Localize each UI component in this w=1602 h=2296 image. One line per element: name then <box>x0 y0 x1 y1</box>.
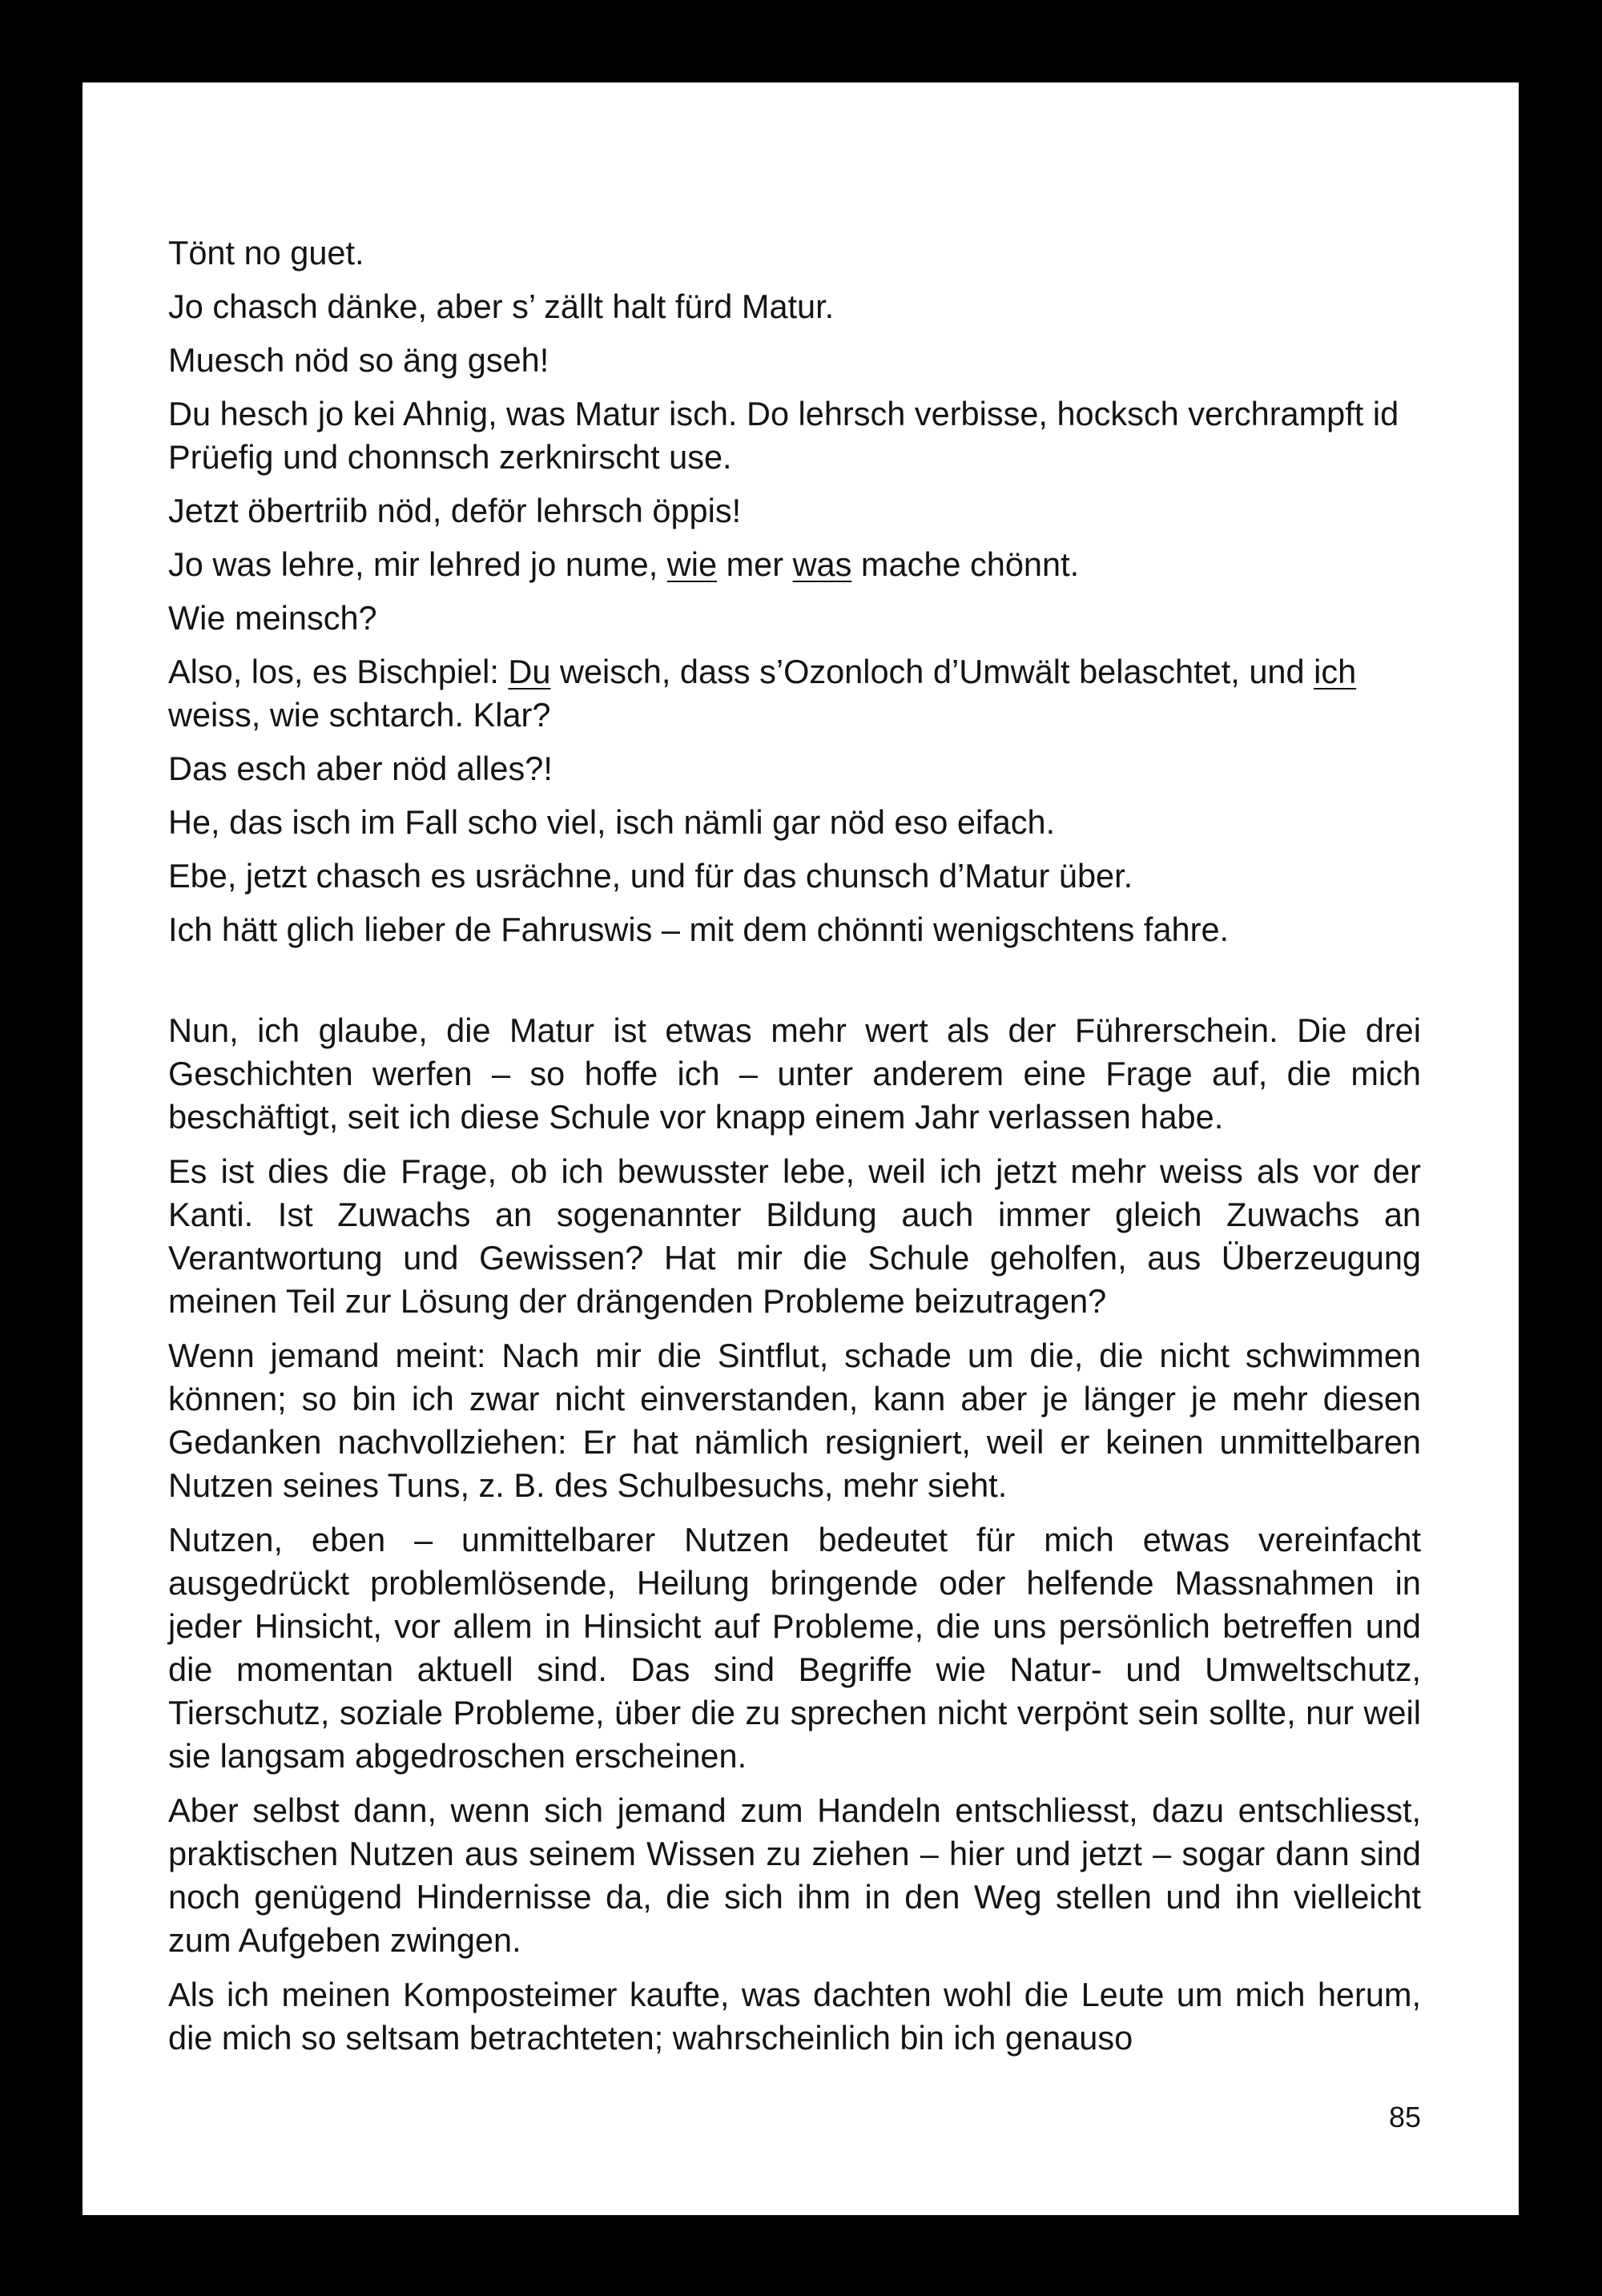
page-number: 85 <box>1388 2101 1421 2133</box>
book-page <box>83 82 1519 2215</box>
dialogue-line <box>168 650 1421 737</box>
underlined-word: ich <box>1314 653 1357 690</box>
dialogue-section <box>168 231 1421 962</box>
dialogue-line: Das esch aber nöd alles?! <box>168 750 553 787</box>
line-text: mache chönnt. <box>851 545 1080 583</box>
dialogue-line: Jo chasch dänke, aber s’ zällt halt fürd Matur. <box>168 288 835 325</box>
underlined-word: wie <box>666 545 718 583</box>
dialogue-line: Jetzt öbertriib nöd, deför lehrsch öppis! <box>168 492 742 529</box>
dialogue-line: Ebe, jetzt chasch es usrächne, und für das chunsch d’Matur über. <box>168 857 1133 895</box>
line-text: weiss, wie schtarch. Klar? <box>168 696 551 734</box>
dialogue-line: Du hesch jo kei Ahnig, was Matur isch. Do lehrsch verbisse, hocksch verchrampft id Prüefig und chonnsch zerknirscht use. <box>168 395 1399 476</box>
essay-paragraph: Als ich meinen Komposteimer kaufte, was dachten wohl die Leute um mich herum, die mich so seltsam betrachteten; wahrscheinlich bin ich genauso <box>168 1976 1421 2057</box>
dialogue-line <box>168 543 1421 586</box>
essay-paragraph: Aber selbst dann, wenn sich jemand zum Handeln entschliesst, dazu entschliesst, praktischen Nutzen aus seinem Wissen zu ziehen – hier und jetzt – sogar dann sind noch genügend Hindernisse da, die sich ihm in den Weg stellen und ihn vielleicht zum Aufgeben zwingen. <box>168 1791 1421 1959</box>
underlined-word: Du <box>508 653 551 690</box>
underlined-word: was <box>792 545 852 583</box>
dialogue-line: Wie meinsch? <box>168 599 377 637</box>
essay-paragraph: Nun, ich glaube, die Matur ist etwas mehr wert als der Führerschein. Die drei Geschichten werfen – so hoffe ich – unter anderem eine Frage auf, die mich beschäftigt, seit ich diese Schule vor knapp einem Jahr verlassen habe. <box>168 1011 1421 1136</box>
essay-paragraph: Es ist dies die Frage, ob ich bewusster lebe, weil ich jetzt mehr weiss als vor der Kanti. Ist Zuwachs an sogenannter Bildung auch immer gleich Zuwachs an Verantwortung und Gewissen? Hat mir die Schule geholfen, aus Überzeugung meinen Teil zur Lösung der drängenden Probleme beizutragen? <box>168 1152 1421 1320</box>
line-text: Also, los, es Bischpiel: <box>168 653 509 690</box>
essay-section <box>168 1009 1421 2071</box>
essay-paragraph: Wenn jemand meint: Nach mir die Sintflut, schade um die, die nicht schwimmen können; so bin ich zwar nicht einverstanden, kann aber je länger je mehr diesen Gedanken nachvollziehen: Er hat nämlich resigniert, weil er keinen unmittelbaren Nutzen seines Tuns, z. B. des Schulbesuchs, mehr sieht. <box>168 1337 1421 1504</box>
dialogue-line: He, das isch im Fall scho viel, isch nämli gar nöd eso eifach. <box>168 803 1056 841</box>
dialogue-line: Muesch nöd so äng gseh! <box>168 341 549 379</box>
line-text: weisch, dass s’Ozonloch d’Umwält belaschtet, und <box>550 653 1314 690</box>
dialogue-line: Ich hätt glich lieber de Fahruswis – mit dem chönnti wenigschtens fahre. <box>168 911 1230 948</box>
line-text: Jo was lehre, mir lehred jo nume, <box>168 545 667 583</box>
dialogue-line: Tönt no guet. <box>168 234 364 271</box>
essay-paragraph: Nutzen, eben – unmittelbarer Nutzen bedeutet für mich etwas vereinfacht ausgedrückt problemlösende, Heilung bringende oder helfende Massnahmen in jeder Hinsicht, vor allem in Hinsicht auf Probleme, die uns persönlich betreffen und die momentan aktuell sind. Das sind Begriffe wie Natur- und Umweltschutz, Tierschutz, soziale Probleme, über die zu sprechen nicht verpönt sein sollte, nur weil sie langsam abgedroschen erscheinen. <box>168 1521 1421 1775</box>
line-text: mer <box>717 545 793 583</box>
